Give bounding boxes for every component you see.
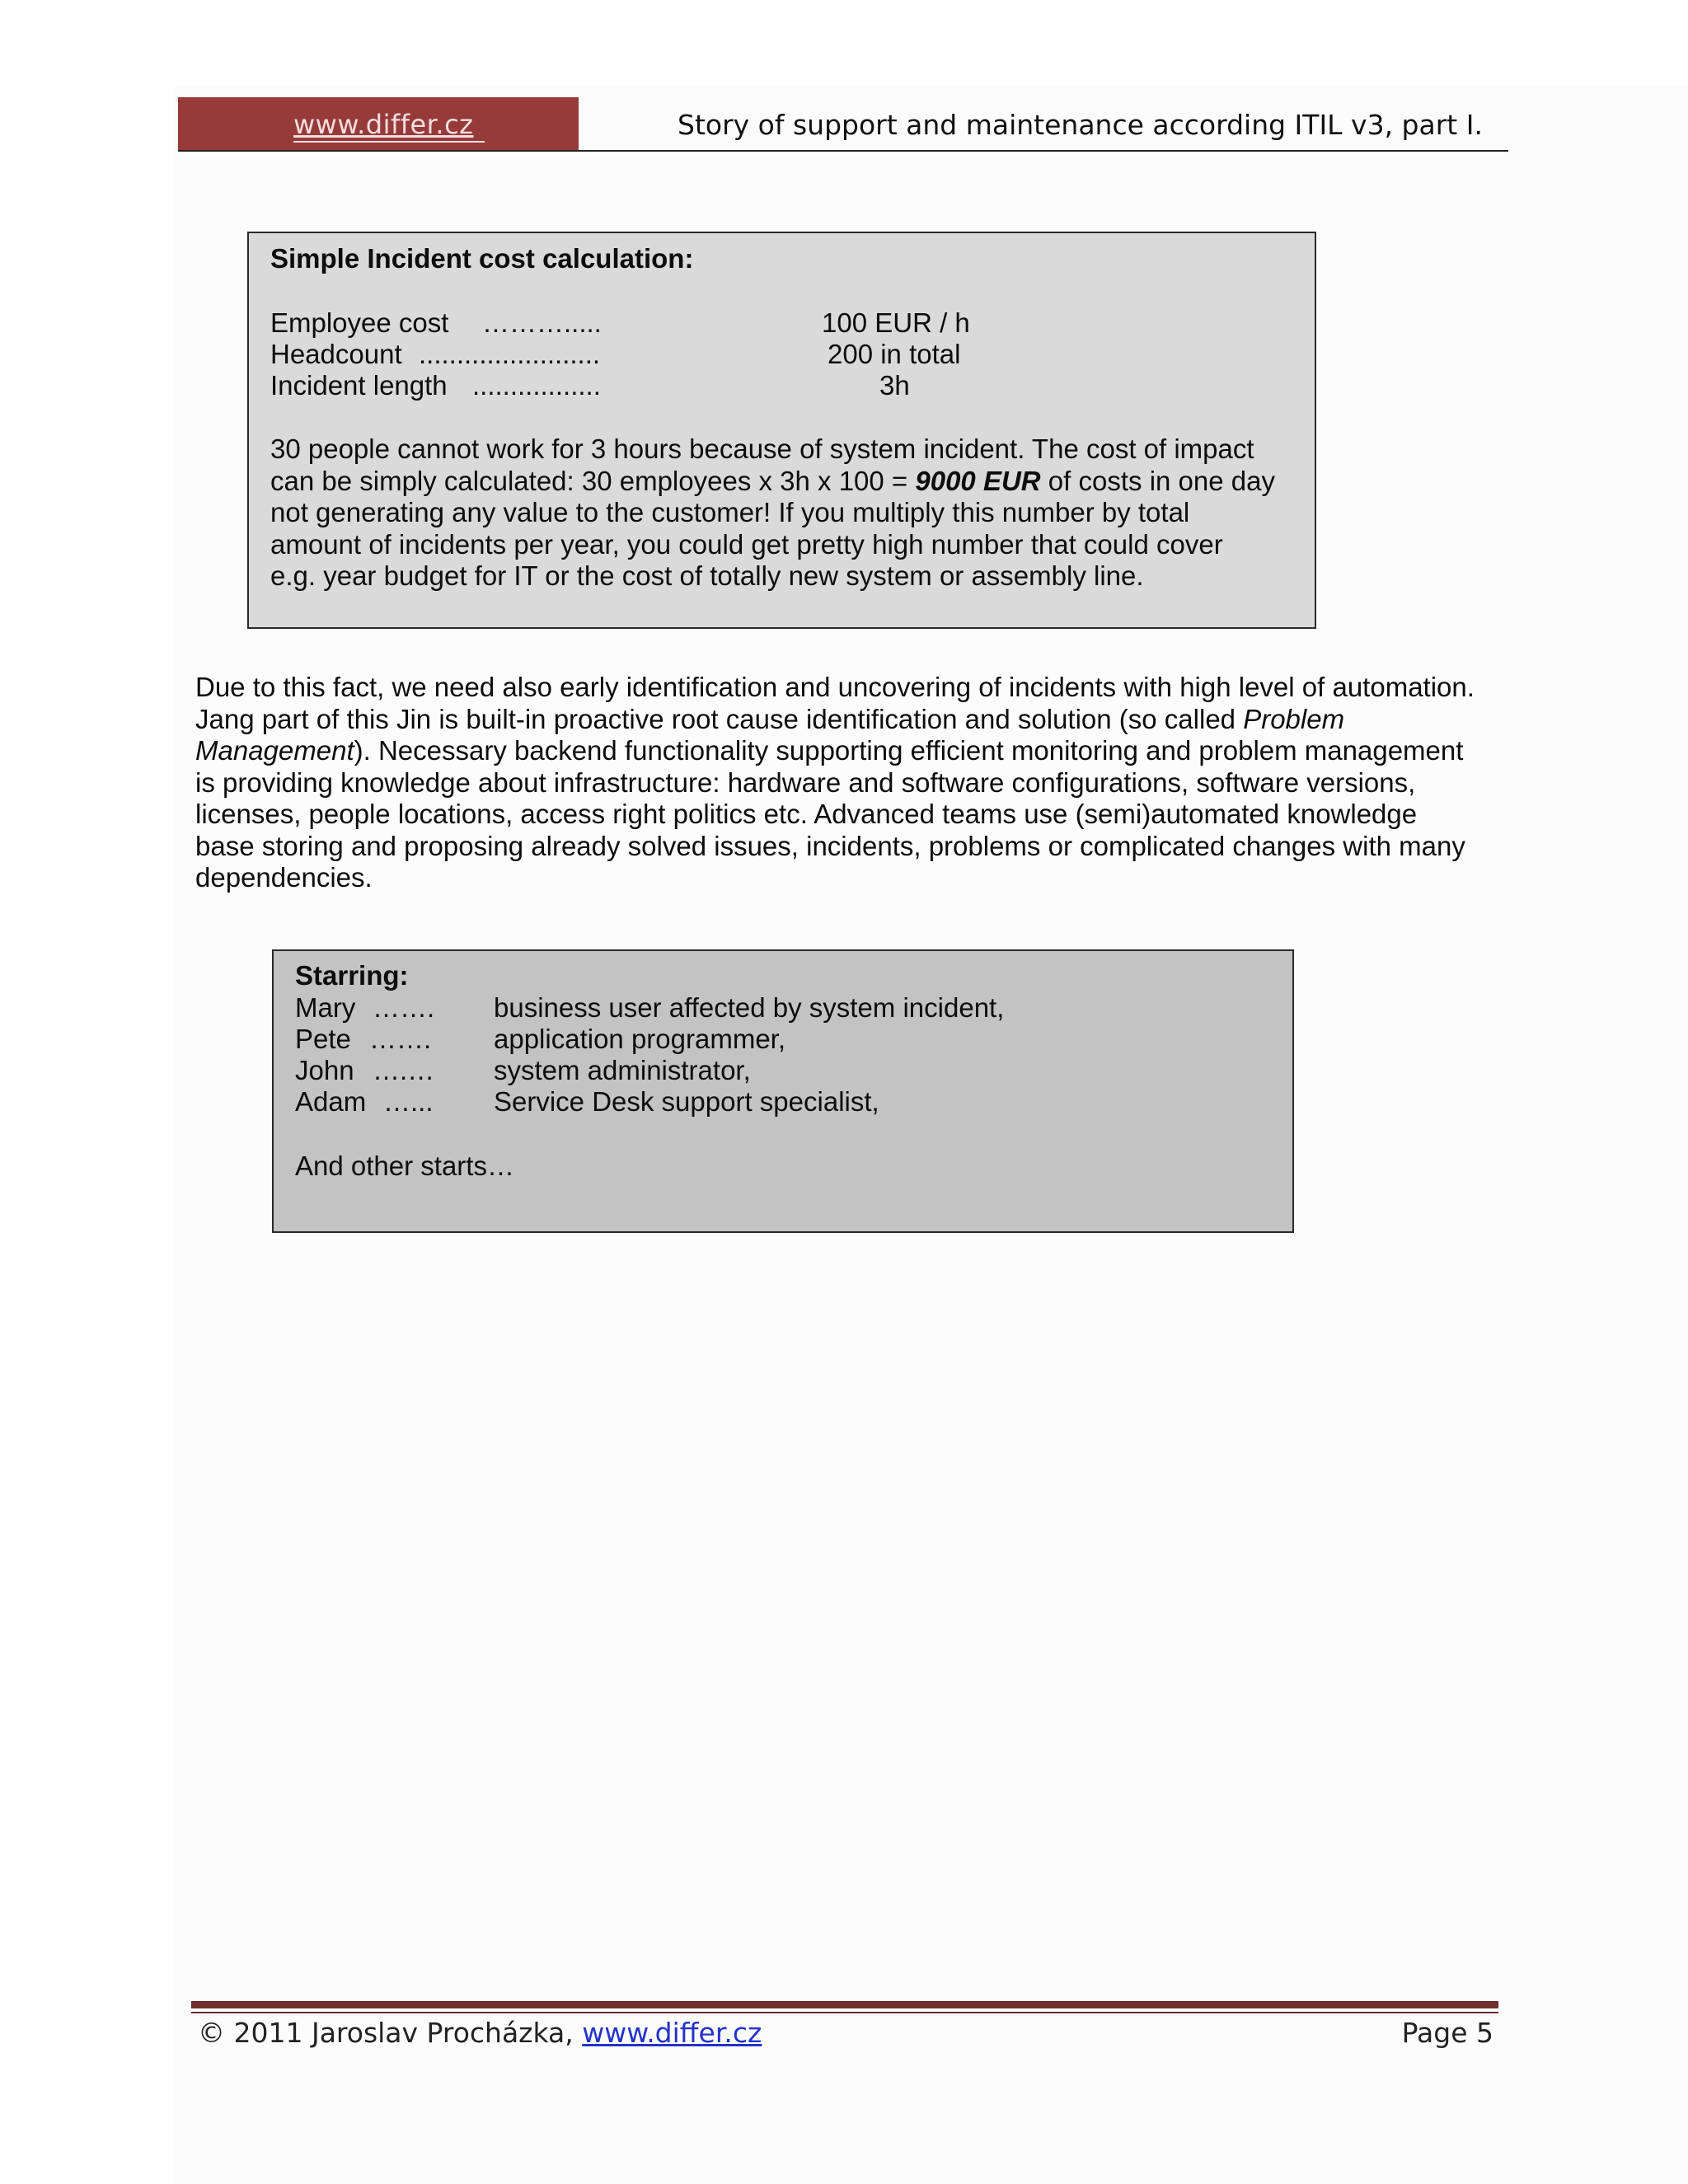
header-rule bbox=[178, 150, 1508, 152]
cost-row-dots: ........................ bbox=[419, 339, 601, 369]
paragraph-line: Management). Necessary backend functionality supporting efficient monitoring and problem management bbox=[195, 735, 1464, 766]
cost-box-text bbox=[270, 434, 1275, 593]
starring-closing: And other starts… bbox=[295, 1151, 514, 1181]
cost-box-heading: Simple Incident cost calculation: bbox=[270, 243, 694, 274]
footer-copyright: © 2011 Jaroslav Procházka, www.differ.cz bbox=[198, 2017, 762, 2049]
cost-text-line: amount of incidents per year, you could get pretty high number that could cover bbox=[270, 528, 1223, 560]
paragraph-line: dependencies. bbox=[195, 862, 373, 893]
cost-text-line: can be simply calculated: 30 employees x 3h x 100 = 9000 EUR of costs in one day bbox=[270, 465, 1275, 496]
footer-rule bbox=[191, 2001, 1498, 2008]
cast-name: Adam bbox=[295, 1086, 367, 1117]
cost-row-dots: ................. bbox=[472, 370, 601, 401]
cost-text-line: not generating any value to the customer! If you multiply this number by total bbox=[270, 497, 1190, 527]
footer-page-number: Page 5 bbox=[1401, 2017, 1493, 2049]
cast-dots: ……. bbox=[369, 1024, 432, 1054]
starring-heading: Starring: bbox=[295, 960, 409, 991]
cast-name: Pete bbox=[295, 1024, 351, 1054]
cast-name: Mary bbox=[295, 992, 356, 1023]
header-link-underline bbox=[293, 141, 485, 143]
cast-role: business user affected by system incident, bbox=[494, 992, 1005, 1023]
header-website-link[interactable]: www.differ.cz bbox=[293, 109, 474, 140]
cast-dots: ….… bbox=[373, 1055, 435, 1085]
header-title: Story of support and maintenance according ITIL v3, part I. bbox=[678, 109, 1483, 141]
paragraph-line: Jang part of this Jin is built-in proactive root cause identification and solution (so called Problem bbox=[195, 703, 1345, 734]
paragraph-line: Due to this fact, we need also early identification and uncovering of incidents with high level of automation. bbox=[195, 672, 1475, 702]
body-paragraph bbox=[195, 672, 1475, 894]
cost-row-label: Headcount bbox=[270, 339, 402, 369]
cost-row-value: 100 EUR / h bbox=[822, 307, 970, 338]
paragraph-line: base storing and proposing already solved issues, incidents, problems or complicated changes with many bbox=[195, 830, 1465, 861]
cost-text-line: 30 people cannot work for 3 hours because of system incident. The cost of impact bbox=[270, 434, 1254, 464]
cast-role: Service Desk support specialist, bbox=[494, 1086, 879, 1117]
cast-dots: …... bbox=[383, 1086, 434, 1117]
paragraph-line: licenses, people locations, access right politics etc. Advanced teams use (semi)automated knowledge bbox=[195, 799, 1418, 829]
paragraph-line: is providing knowledge about infrastructure: hardware and software configurations, software versions, bbox=[195, 766, 1416, 798]
cost-row-label: Incident length bbox=[270, 370, 448, 401]
cost-row-dots: ………..... bbox=[482, 307, 602, 338]
cost-text-line: e.g. year budget for IT or the cost of totally new system or assembly line. bbox=[270, 560, 1144, 591]
cast-dots: ……. bbox=[373, 992, 435, 1023]
cost-row-value: 200 in total bbox=[828, 339, 961, 369]
cast-name: John bbox=[295, 1055, 354, 1085]
cast-role: application programmer, bbox=[494, 1024, 786, 1054]
cost-total-emphasis: 9000 EUR bbox=[915, 465, 1041, 496]
footer-website-link[interactable]: www.differ.cz bbox=[582, 2017, 762, 2049]
cost-row-label: Employee cost bbox=[270, 307, 449, 338]
cast-role: system administrator, bbox=[494, 1055, 751, 1085]
cost-row-value: 3h bbox=[879, 370, 910, 401]
footer-rule-thin bbox=[191, 2012, 1498, 2013]
